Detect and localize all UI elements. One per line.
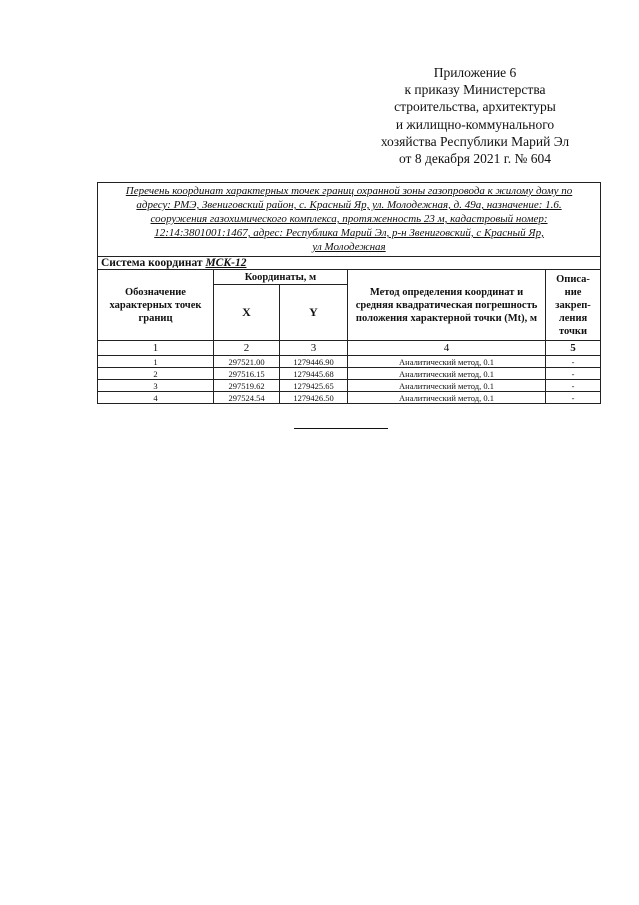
cell-y: 1279446.90 (280, 356, 348, 368)
header-coordinates: Координаты, м (214, 270, 348, 285)
appendix-line: от 8 декабря 2021 г. № 604 (398, 151, 552, 167)
cell-point: 1 (98, 356, 214, 368)
cell-description: - (546, 380, 601, 392)
table-caption-row (98, 183, 601, 257)
cell-method: Аналитический метод, 0.1 (348, 356, 546, 368)
table-row (98, 392, 601, 404)
caption-line: сооружения газохимического комплекса, протяженность 23 м, кадастровый номер: (150, 213, 548, 225)
cell-x: 297521.00 (214, 356, 280, 368)
coordinate-system (98, 257, 601, 270)
cell-x: 297524.54 (214, 392, 280, 404)
caption-line: ул Молодежная (312, 241, 386, 253)
cell-method: Аналитический метод, 0.1 (348, 392, 546, 404)
cell-point: 3 (98, 380, 214, 392)
table-row (98, 356, 601, 368)
caption-line: Перечень координат характерных точек границ охранной зоны газопровода к жилому дому по (125, 185, 573, 197)
caption-line: адресу: РМЭ, Звениговский район, с. Красный Яр, ул. Молодежная, д. 49а, назначение: 1.6. (136, 199, 562, 211)
table-row (98, 368, 601, 380)
cell-x: 297516.15 (214, 368, 280, 380)
cell-method: Аналитический метод, 0.1 (348, 380, 546, 392)
coordinate-system-row (98, 257, 601, 270)
coordinate-system-value: МСК-12 (205, 257, 247, 269)
cell-description: - (546, 356, 601, 368)
appendix-line: хозяйства Республики Марий Эл (380, 133, 570, 149)
column-number: 4 (348, 341, 546, 356)
coordinates-table (97, 182, 601, 404)
column-number-row (98, 341, 601, 356)
column-number: 5 (546, 341, 601, 356)
header-method: Метод определения координат и средняя квадратическая погрешность положения характерной точки (Mt), м (348, 270, 546, 341)
cell-y: 1279426.50 (280, 392, 348, 404)
appendix-line: к приказу Министерства (404, 82, 546, 98)
header-y: Y (280, 285, 348, 341)
appendix-line: и жилищно-коммунального (395, 116, 555, 132)
caption-line: 12:14:3801001:1467, адрес: Республика Марий Эл, р-н Звениговский, с Красный Яр, (154, 227, 544, 239)
closing-rule (294, 428, 388, 429)
cell-method: Аналитический метод, 0.1 (348, 368, 546, 380)
coordinate-system-label: Система координат (101, 257, 203, 269)
header-description: Описа-ние закреп-ления точки (546, 270, 601, 341)
header-row (98, 270, 601, 285)
cell-point: 2 (98, 368, 214, 380)
cell-description: - (546, 392, 601, 404)
table-row (98, 380, 601, 392)
cell-x: 297519.62 (214, 380, 280, 392)
table-caption (98, 183, 601, 257)
header-x: X (214, 285, 280, 341)
cell-y: 1279445.68 (280, 368, 348, 380)
column-number: 2 (214, 341, 280, 356)
appendix-line: строительства, архитектуры (394, 99, 556, 115)
column-number: 1 (98, 341, 214, 356)
header-point-designation: Обозначение характерных точек границ (98, 270, 214, 341)
appendix-line: Приложение 6 (433, 65, 517, 80)
cell-y: 1279425.65 (280, 380, 348, 392)
cell-description: - (546, 368, 601, 380)
appendix-header (360, 64, 590, 167)
cell-point: 4 (98, 392, 214, 404)
column-number: 3 (280, 341, 348, 356)
